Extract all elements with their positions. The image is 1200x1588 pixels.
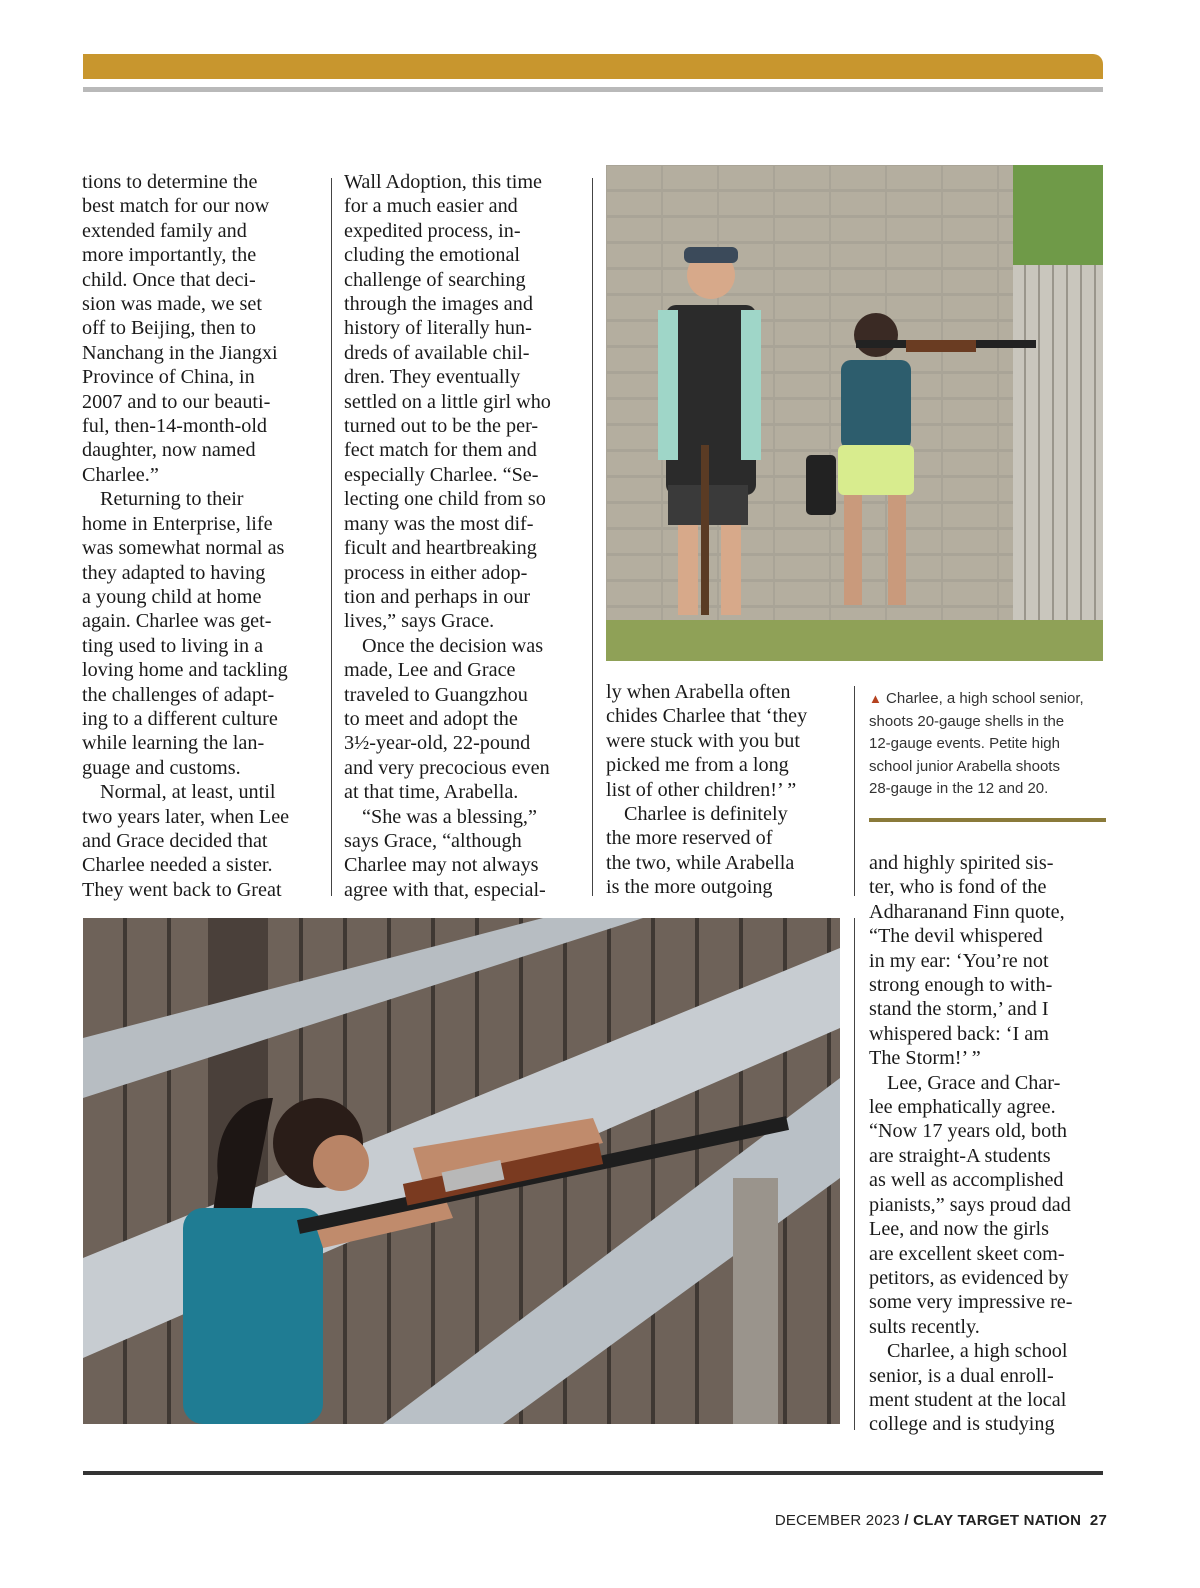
caption-line: 28-gauge in the 12 and 20. — [869, 780, 1049, 798]
text-line: The Storm!’ ” — [869, 1047, 981, 1070]
text-line: Lee, Grace and Char- — [887, 1071, 1061, 1094]
footer-date: DECEMBER 2023 — [774, 1512, 900, 1529]
text-line: says Grace, “although — [344, 829, 522, 852]
text-line: were stuck with you but — [606, 729, 800, 752]
text-line: 2007 and to our beauti- — [82, 390, 271, 413]
text-line: some very impressive re- — [869, 1291, 1073, 1314]
text-line: dren. They eventually — [344, 366, 521, 389]
text-line: is the more outgoing — [606, 876, 773, 899]
text-line: two years later, when Lee — [82, 805, 290, 828]
text-line: at that time, Arabella. — [344, 781, 519, 804]
text-line: off to Beijing, then to — [82, 317, 257, 340]
header-gray-rule — [83, 87, 1103, 92]
caption-line: shoots 20-gauge shells in the — [869, 712, 1065, 730]
text-line: ter, who is fond of the — [869, 876, 1047, 899]
text-line: chides Charlee that ‘they — [606, 705, 808, 728]
text-line: are straight-A students — [869, 1144, 1051, 1167]
column-divider-1 — [331, 178, 332, 896]
text-line: list of other children!’ ” — [606, 778, 797, 801]
text-line: sults recently. — [869, 1315, 980, 1338]
text-line: whispered back: ‘I am — [869, 1022, 1049, 1045]
text-line: ficult and heartbreaking — [344, 537, 537, 560]
text-line: Wall Adoption, this time — [344, 171, 542, 193]
text-line: senior, is a dual enroll- — [869, 1364, 1054, 1387]
text-line: Charlee needed a sister. — [82, 854, 273, 877]
text-line: daughter, now named — [82, 439, 256, 462]
text-line: the challenges of adapt- — [82, 683, 275, 706]
text-line: Lee, and now the girls — [869, 1218, 1049, 1241]
text-line: best match for our now — [82, 195, 270, 218]
text-line: and highly spirited sis- — [869, 852, 1054, 874]
column-divider-2 — [592, 178, 593, 896]
caption-rule — [869, 818, 1106, 822]
text-line: “She was a blessing,” — [362, 805, 537, 828]
text-line: are excellent skeet com- — [869, 1242, 1065, 1265]
text-line: made, Lee and Grace — [344, 659, 516, 682]
text-line: home in Enterprise, life — [82, 512, 273, 535]
text-line: was somewhat normal as — [82, 537, 285, 560]
header-gold-bar — [83, 54, 1103, 79]
text-line: process in either adop- — [344, 561, 528, 584]
text-line: Charlee may not always — [344, 854, 539, 877]
photo-caption — [869, 688, 1109, 801]
caption-line — [869, 688, 1109, 711]
text-line: “Now 17 years old, both — [869, 1120, 1067, 1143]
text-line: especially Charlee. “Se- — [344, 463, 539, 486]
text-line: history of literally hun- — [344, 317, 532, 340]
text-line: Charlee.” — [82, 463, 159, 486]
text-line: ing to a different culture — [82, 707, 278, 730]
text-line: for a much easier and — [344, 195, 518, 218]
text-line: dreds of available chil- — [344, 341, 530, 364]
text-line: while learning the lan- — [82, 732, 265, 755]
footer-magazine-name: CLAY TARGET NATION — [913, 1512, 1082, 1529]
footer-separator: / — [904, 1512, 909, 1529]
column-divider-3 — [854, 686, 855, 896]
text-line: loving home and tackling — [82, 659, 288, 682]
text-line: expedited process, in- — [344, 219, 521, 242]
text-line: agree with that, especial- — [344, 878, 546, 901]
text-line: and Grace decided that — [82, 829, 268, 852]
text-line: the more reserved of — [606, 827, 773, 850]
text-line: Normal, at least, until — [100, 781, 276, 804]
text-line: sion was made, we set — [82, 293, 262, 316]
text-line: petitors, as evidenced by — [869, 1266, 1069, 1289]
text-line: challenge of searching — [344, 268, 526, 291]
text-line: Nanchang in the Jiangxi — [82, 341, 278, 364]
text-line: to meet and adopt the — [344, 707, 518, 730]
text-line: they adapted to having — [82, 561, 266, 584]
caption-marker-icon: ▲ — [869, 691, 882, 706]
text-line: ment student at the local — [869, 1388, 1067, 1411]
text-line: extended family and — [82, 219, 247, 242]
text-line: a young child at home — [82, 585, 262, 608]
caption-text: Charlee, a high school senior, — [886, 690, 1084, 707]
text-line: Once the decision was — [362, 634, 544, 657]
text-line: college and is studying — [869, 1413, 1055, 1436]
text-line: settled on a little girl who — [344, 390, 551, 413]
text-line: ting used to living in a — [82, 634, 264, 657]
text-line: the two, while Arabella — [606, 851, 795, 874]
text-line: fect match for them and — [344, 439, 537, 462]
text-line: tions to determine the — [82, 171, 258, 193]
text-line: traveled to Guangzhou — [344, 683, 528, 706]
photo-two-shooters — [606, 165, 1103, 661]
text-line: lecting one child from so — [344, 488, 546, 511]
text-line: pianists,” says proud dad — [869, 1193, 1071, 1216]
text-line: strong enough to with- — [869, 974, 1053, 997]
text-line: and very precocious even — [344, 756, 550, 779]
text-line: “The devil whispered — [869, 925, 1043, 948]
text-line: They went back to Great — [82, 878, 282, 901]
article-column-1 — [82, 170, 289, 902]
text-line: as well as accomplished — [869, 1169, 1064, 1192]
text-line: in my ear: ‘You’re not — [869, 949, 1049, 972]
text-line: turned out to be the per- — [344, 415, 539, 438]
text-line: tion and perhaps in our — [344, 585, 531, 608]
text-line: Charlee is definitely — [624, 803, 788, 826]
text-line: guage and customs. — [82, 756, 241, 779]
article-column-2 — [344, 170, 551, 902]
text-line: Charlee, a high school — [887, 1340, 1068, 1363]
caption-line: 12-gauge events. Petite high — [869, 735, 1060, 753]
text-line: lee emphatically agree. — [869, 1096, 1056, 1119]
text-line: picked me from a long — [606, 754, 789, 777]
column-divider-4 — [854, 918, 855, 1430]
footer-rule — [83, 1471, 1103, 1475]
text-line: lives,” says Grace. — [344, 610, 495, 633]
text-line: Adharanand Finn quote, — [869, 900, 1065, 923]
text-line: again. Charlee was get- — [82, 610, 272, 633]
text-line: ly when Arabella often — [606, 681, 791, 703]
text-line: child. Once that deci- — [82, 268, 256, 291]
page-number: 27 — [1089, 1512, 1107, 1529]
text-line: Province of China, in — [82, 366, 255, 389]
text-line: more importantly, the — [82, 244, 257, 267]
text-line: cluding the emotional — [344, 244, 521, 267]
text-line: through the images and — [344, 293, 533, 316]
article-column-4 — [869, 851, 1073, 1437]
photo-girl-shooting — [83, 918, 840, 1424]
caption-line: school junior Arabella shoots — [869, 757, 1060, 775]
article-column-3 — [606, 680, 807, 900]
text-line: ful, then-14-month-old — [82, 415, 268, 438]
text-line: 3½-year-old, 22-pound — [344, 732, 531, 755]
text-line: Returning to their — [100, 488, 244, 511]
text-line: many was the most dif- — [344, 512, 534, 535]
text-line: stand the storm,’ and I — [869, 998, 1049, 1021]
page-footer — [775, 1512, 1107, 1529]
